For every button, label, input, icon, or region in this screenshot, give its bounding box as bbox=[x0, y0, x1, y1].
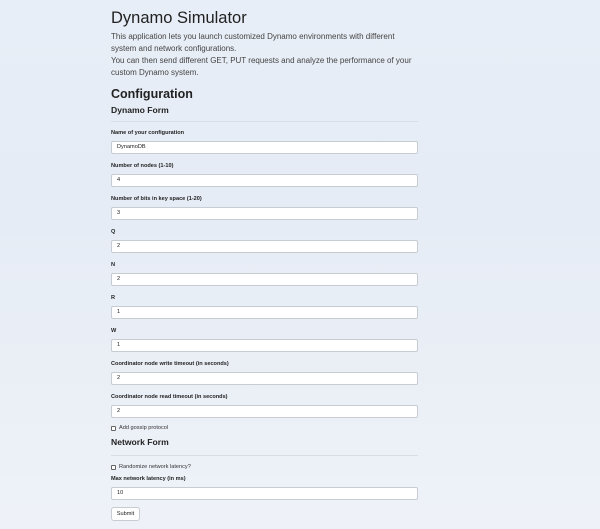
max-latency-input[interactable]: 10 bbox=[111, 487, 418, 500]
write-timeout-field bbox=[111, 361, 418, 385]
randomize-latency-label[interactable]: Randomize network latency? bbox=[119, 463, 191, 470]
dynamo-form-heading: Dynamo Form bbox=[111, 105, 418, 122]
key-bits-label: Number of bits in key space (1-20) bbox=[111, 196, 202, 202]
max-latency-label: Max network latency (in ms) bbox=[111, 476, 186, 482]
page-title: Dynamo Simulator bbox=[111, 9, 247, 27]
n-field bbox=[111, 262, 418, 286]
num-nodes-label: Number of nodes (1-10) bbox=[111, 163, 174, 169]
intro-line: system and network configurations. bbox=[111, 44, 237, 53]
config-name-label: Name of your configuration bbox=[111, 130, 185, 136]
max-latency-field bbox=[111, 476, 418, 500]
network-form-heading: Network Form bbox=[111, 437, 418, 456]
page-container bbox=[111, 8, 418, 521]
r-field bbox=[111, 295, 418, 319]
intro-line: custom Dynamo system. bbox=[111, 68, 199, 77]
gossip-row bbox=[111, 424, 418, 432]
q-field bbox=[111, 229, 418, 253]
read-timeout-input[interactable]: 2 bbox=[111, 405, 418, 418]
r-input[interactable]: 1 bbox=[111, 306, 418, 319]
write-timeout-label: Coordinator node write timeout (in seconds) bbox=[111, 361, 229, 367]
key-bits-field bbox=[111, 196, 418, 220]
randomize-latency-checkbox[interactable] bbox=[111, 465, 116, 470]
num-nodes-field bbox=[111, 163, 418, 187]
submit-button[interactable]: Submit bbox=[111, 507, 140, 521]
gossip-label[interactable]: Add gossip protocol bbox=[119, 424, 169, 431]
q-label: Q bbox=[111, 229, 116, 235]
config-name-field bbox=[111, 130, 418, 154]
w-label: W bbox=[111, 328, 117, 334]
r-label: R bbox=[111, 295, 116, 301]
intro-line: You can then send different GET, PUT requests and analyze the performance of your bbox=[111, 56, 412, 65]
q-input[interactable]: 2 bbox=[111, 240, 418, 253]
gossip-checkbox[interactable] bbox=[111, 426, 116, 431]
w-field bbox=[111, 328, 418, 352]
randomize-latency-row bbox=[111, 463, 418, 471]
n-label: N bbox=[111, 262, 116, 268]
read-timeout-label: Coordinator node read timeout (in seconds) bbox=[111, 394, 228, 400]
intro-text bbox=[111, 31, 418, 79]
n-input[interactable]: 2 bbox=[111, 273, 418, 286]
intro-line: This application lets you launch customized Dynamo environments with different bbox=[111, 32, 395, 41]
w-input[interactable]: 1 bbox=[111, 339, 418, 352]
dynamo-form bbox=[111, 105, 418, 432]
configuration-heading: Configuration bbox=[111, 87, 193, 101]
key-bits-input[interactable]: 3 bbox=[111, 207, 418, 220]
num-nodes-input[interactable]: 4 bbox=[111, 174, 418, 187]
network-form bbox=[111, 437, 418, 521]
config-name-input[interactable]: DynamoDB bbox=[111, 141, 418, 154]
read-timeout-field bbox=[111, 394, 418, 418]
write-timeout-input[interactable]: 2 bbox=[111, 372, 418, 385]
